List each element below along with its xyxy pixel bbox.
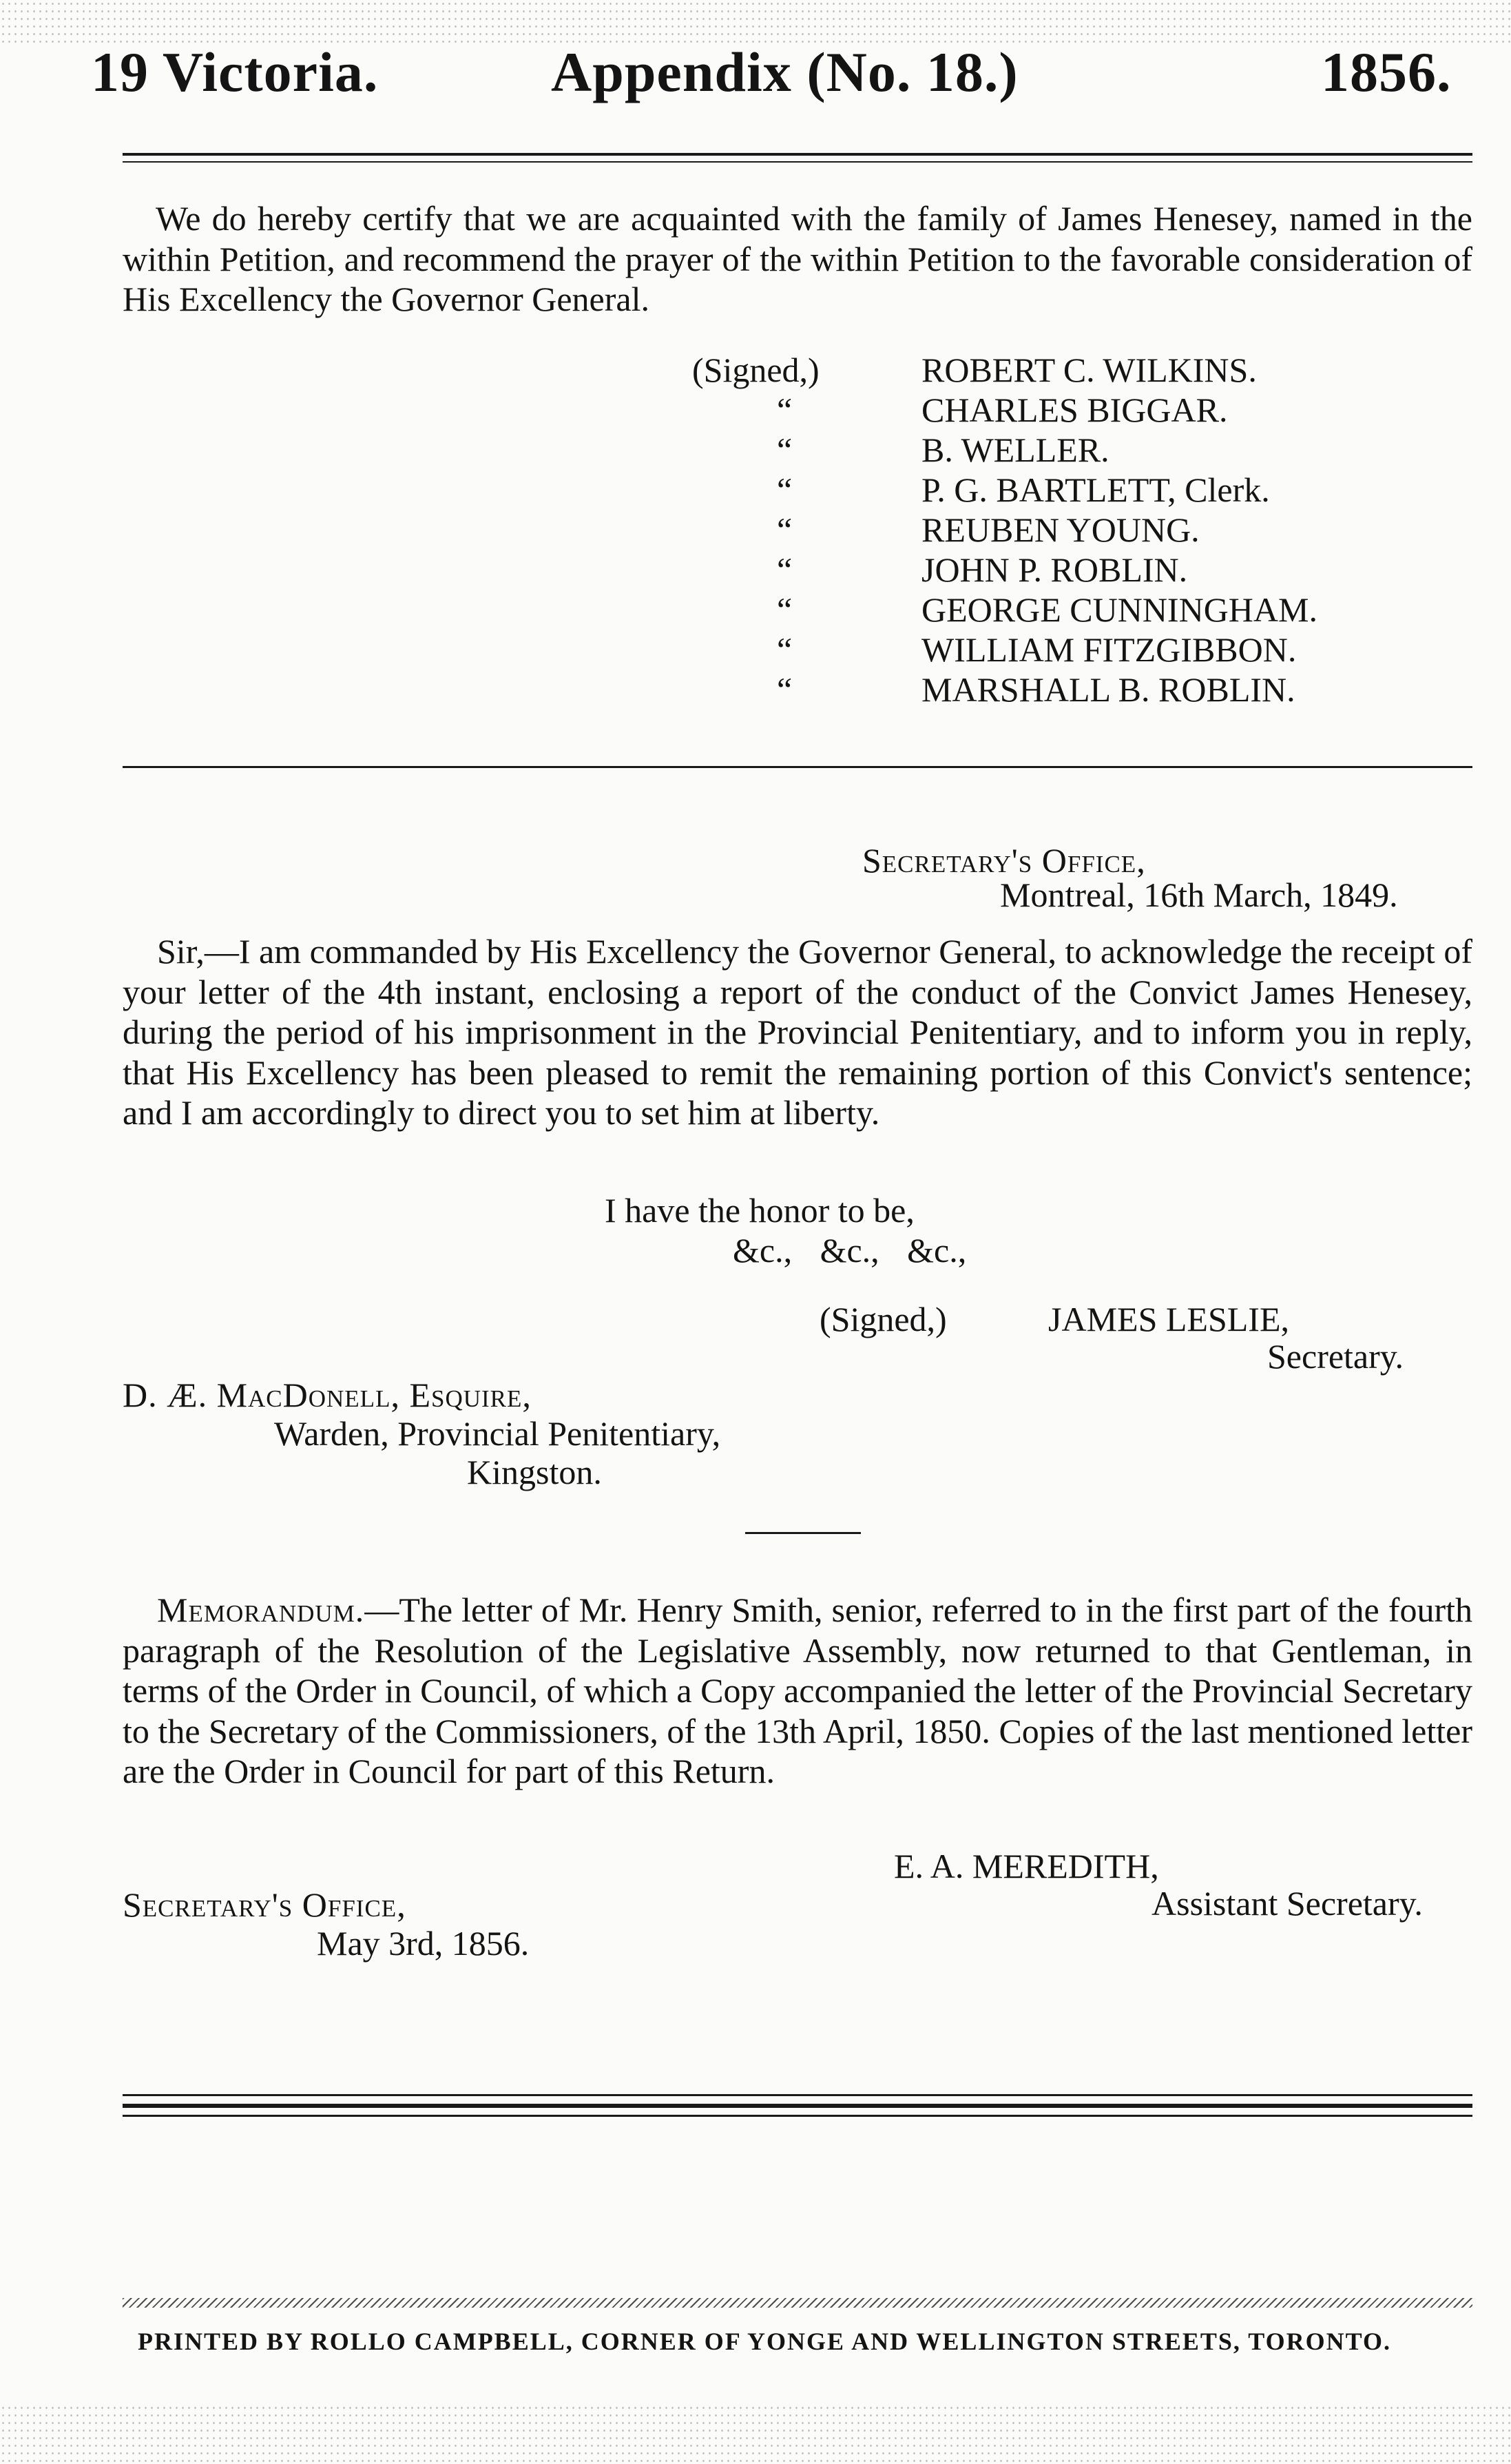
letter-closing-etc: &c., &c., &c., [733, 1231, 967, 1270]
memo-office: Secretary's Office, [123, 1885, 406, 1924]
signatory-name: MARSHALL B. ROBLIN. [921, 670, 1295, 709]
signatory-name: ROBERT C. WILKINS. [921, 351, 1257, 389]
letter-signer-title: Secretary. [1267, 1337, 1404, 1376]
letter-office: Secretary's Office, [862, 841, 1146, 880]
bottom-rule-2 [123, 2104, 1472, 2108]
signatory-name: GEORGE CUNNINGHAM. [921, 590, 1317, 629]
memo-signer: E. A. MEREDITH, [894, 1847, 1159, 1885]
signatory-name: WILLIAM FITZGIBBON. [921, 630, 1297, 669]
addressee-title: Warden, Provincial Penitentiary, [274, 1414, 721, 1453]
bottom-rule-3 [123, 2115, 1472, 2117]
ditto-mark: “ [777, 630, 793, 669]
letter-signed-label: (Signed,) [820, 1300, 947, 1338]
ditto-mark: “ [777, 510, 793, 549]
section-divider [123, 766, 1472, 768]
memorandum-text [123, 1590, 1472, 1792]
memo-date: May 3rd, 1856. [317, 1924, 530, 1963]
short-divider [745, 1532, 861, 1534]
letter-place-date: Montreal, 16th March, 1849. [1000, 876, 1398, 914]
bottom-rule-1 [123, 2094, 1472, 2096]
ditto-mark: “ [777, 431, 793, 469]
ditto-mark: “ [777, 550, 793, 589]
letter-signer: JAMES LESLIE, [1048, 1300, 1289, 1338]
signatory-name: REUBEN YOUNG. [921, 510, 1200, 549]
ditto-mark: “ [777, 391, 793, 429]
addressee-place: Kingston. [467, 1453, 602, 1491]
ditto-mark: “ [777, 590, 793, 629]
letter-body: Sir,—I am commanded by His Excellency the Governor General, to acknowledge the receipt of your letter of the 4th instant, enclosing a report of the conduct of the Convict James Henesey, during the period of his imprisonment in the Provincial Penitentiary, and to inform you in reply, that His Excellency has been pleased to remit the remaining portion of this Convict's sentence; and I am accordingly to direct you to set him at liberty. [123, 932, 1472, 1132]
header-appendix: Appendix (No. 18.) [551, 41, 1019, 103]
certificate-text: We do hereby certify that we are acquainted with the family of James Henesey, named in the within Petition, and recommend the prayer of the within Petition to the favorable consideration of His Excellency the Governor General. [123, 199, 1472, 318]
ditto-mark: “ [777, 670, 793, 709]
header-double-rule-bottom [123, 161, 1472, 163]
memo-signer-title: Assistant Secretary. [1152, 1884, 1423, 1923]
signatory-name: P. G. BARTLETT, Clerk. [921, 470, 1270, 509]
bottom-scan-noise [0, 2404, 1511, 2464]
signatory-name: CHARLES BIGGAR. [921, 391, 1228, 429]
memorandum-body: —The letter of Mr. Henry Smith, senior, referred to in the first part of the fourth paragraph of the Resolution of the Legislative Assembly, now returned to that Gentleman, in terms of the Order in Council, of which a Copy accompanied the letter of the Provincial Secretary to the Secretary of the Commissioners, of the 13th April, 1850. Copies of the last mentioned letter are the Order in Council for part of this Return. [123, 1591, 1472, 1790]
header-year: 1856. [1321, 41, 1452, 103]
memorandum-label: Memorandum. [157, 1591, 365, 1629]
ditto-mark: “ [777, 470, 793, 509]
letter-closing: I have the honor to be, [605, 1191, 915, 1230]
addressee-name: D. Æ. MacDonell, Esquire, [123, 1376, 532, 1414]
printer-imprint: PRINTED BY ROLLO CAMPBELL, CORNER OF YONGE AND WELLINGTON STREETS, TORONTO. [138, 2328, 1391, 2355]
header-volume: 19 Victoria. [91, 41, 379, 103]
header-double-rule-top [123, 153, 1472, 156]
footer-wavy-rule [123, 2298, 1472, 2308]
signed-label: (Signed,) [692, 351, 820, 389]
signatory-name: JOHN P. ROBLIN. [921, 550, 1188, 589]
signatory-name: B. WELLER. [921, 431, 1109, 469]
